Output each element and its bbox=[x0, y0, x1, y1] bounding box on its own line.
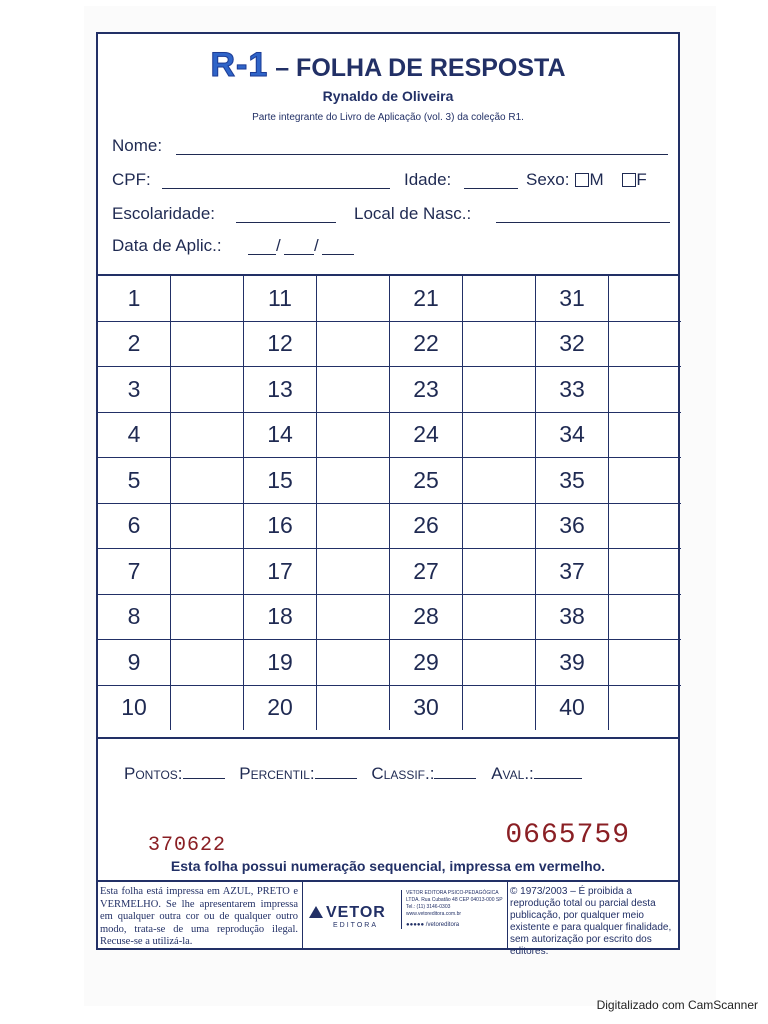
label-escolaridade: Escolaridade: bbox=[112, 204, 216, 223]
question-number: 26 bbox=[390, 503, 463, 549]
question-number: 7 bbox=[98, 549, 171, 595]
question-number: 22 bbox=[390, 321, 463, 367]
answer-cell[interactable] bbox=[609, 412, 682, 458]
vetor-logo bbox=[309, 904, 386, 922]
question-number: 12 bbox=[244, 321, 317, 367]
page-title bbox=[98, 46, 678, 85]
percentil-field[interactable] bbox=[315, 764, 357, 779]
aval-field[interactable] bbox=[534, 764, 582, 779]
answer-cell[interactable] bbox=[463, 412, 536, 458]
copyright-notice: © 1973/2003 – É proibida a reprodução total ou parcial desta publicação, por qualquer meio existente e para qualquer finalidade, sem autorização por escrito dos editores. bbox=[510, 886, 672, 957]
answer-cell[interactable] bbox=[171, 276, 244, 321]
answer-cell[interactable] bbox=[317, 685, 390, 730]
question-number: 24 bbox=[390, 412, 463, 458]
date-separator: / bbox=[314, 236, 319, 255]
answer-row bbox=[98, 321, 681, 367]
answer-cell[interactable] bbox=[609, 594, 682, 640]
answer-cell[interactable] bbox=[171, 503, 244, 549]
answer-cell[interactable] bbox=[317, 321, 390, 367]
question-number: 30 bbox=[390, 685, 463, 730]
answer-row bbox=[98, 549, 681, 595]
cpf-field[interactable] bbox=[162, 188, 390, 189]
escolaridade-field[interactable] bbox=[236, 222, 336, 223]
answer-row bbox=[98, 412, 681, 458]
answer-cell[interactable] bbox=[463, 549, 536, 595]
answer-row bbox=[98, 640, 681, 686]
date-year-field[interactable] bbox=[322, 254, 354, 255]
question-number: 5 bbox=[98, 458, 171, 504]
collection-note: Parte integrante do Livro de Aplicação (vol. 3) da coleção R1. bbox=[252, 112, 524, 123]
question-number: 32 bbox=[536, 321, 609, 367]
label-nome: Nome: bbox=[112, 136, 163, 155]
answer-cell[interactable] bbox=[171, 685, 244, 730]
answer-cell[interactable] bbox=[609, 321, 682, 367]
question-number: 39 bbox=[536, 640, 609, 686]
nome-field[interactable] bbox=[176, 154, 668, 155]
title-code: R-1 bbox=[210, 46, 269, 84]
answer-cell[interactable] bbox=[171, 458, 244, 504]
question-number: 10 bbox=[98, 685, 171, 730]
answer-cell[interactable] bbox=[317, 412, 390, 458]
answer-cell[interactable] bbox=[171, 594, 244, 640]
date-day-field[interactable] bbox=[248, 254, 276, 255]
question-number: 6 bbox=[98, 503, 171, 549]
answer-cell[interactable] bbox=[609, 276, 682, 321]
serial-number-left: 370622 bbox=[148, 834, 227, 857]
social-text: /vetoreditora bbox=[425, 922, 460, 928]
pontos-field[interactable] bbox=[183, 764, 225, 779]
question-number: 28 bbox=[390, 594, 463, 640]
answer-cell[interactable] bbox=[463, 503, 536, 549]
answer-cell[interactable] bbox=[317, 458, 390, 504]
checkbox-f[interactable] bbox=[622, 173, 636, 187]
answer-cell[interactable] bbox=[609, 367, 682, 413]
sequential-notice: Esta folha possui numeração sequencial, impressa em vermelho. bbox=[170, 858, 606, 874]
answer-grid bbox=[98, 276, 681, 730]
answer-cell[interactable] bbox=[171, 412, 244, 458]
question-number: 17 bbox=[244, 549, 317, 595]
question-number: 15 bbox=[244, 458, 317, 504]
question-number: 29 bbox=[390, 640, 463, 686]
classif-field[interactable] bbox=[434, 764, 476, 779]
label-data-aplic: Data de Aplic.: bbox=[112, 236, 222, 255]
label-m: M bbox=[589, 170, 604, 189]
author-name: Rynaldo de Oliveira bbox=[322, 88, 454, 104]
answer-cell[interactable] bbox=[317, 640, 390, 686]
publisher-info bbox=[401, 890, 506, 929]
answer-row bbox=[98, 685, 681, 730]
answer-cell[interactable] bbox=[463, 685, 536, 730]
social-handle: ●●●●● /vetoreditora bbox=[406, 922, 460, 928]
question-number: 25 bbox=[390, 458, 463, 504]
checkbox-m[interactable] bbox=[575, 173, 589, 187]
question-number: 9 bbox=[98, 640, 171, 686]
answer-cell[interactable] bbox=[463, 640, 536, 686]
authenticity-warning: Esta folha está impressa em AZUL, PRETO e VERMELHO. Se lhe apresentarem impressa em qualquer outra cor ou de qualquer outro modo, trata-se de uma reprodução ilegal. Recuse-se a utilizá-la. bbox=[100, 886, 298, 947]
question-number: 14 bbox=[244, 412, 317, 458]
question-number: 19 bbox=[244, 640, 317, 686]
label-aval: Aval.: bbox=[491, 764, 534, 783]
question-number: 4 bbox=[98, 412, 171, 458]
label-local-nasc: Local de Nasc.: bbox=[354, 204, 472, 223]
answer-cell[interactable] bbox=[317, 276, 390, 321]
question-number: 33 bbox=[536, 367, 609, 413]
publisher-block bbox=[302, 882, 508, 950]
answer-cell[interactable] bbox=[609, 549, 682, 595]
question-number: 40 bbox=[536, 685, 609, 730]
answer-cell[interactable] bbox=[463, 594, 536, 640]
answer-cell[interactable] bbox=[609, 503, 682, 549]
answer-cell[interactable] bbox=[171, 321, 244, 367]
label-classif: Classif.: bbox=[371, 764, 435, 783]
label-f: F bbox=[636, 170, 647, 189]
answer-cell[interactable] bbox=[317, 367, 390, 413]
question-number: 21 bbox=[390, 276, 463, 321]
question-number: 27 bbox=[390, 549, 463, 595]
answer-cell[interactable] bbox=[317, 503, 390, 549]
date-separator: / bbox=[276, 236, 281, 255]
label-idade: Idade: bbox=[404, 170, 452, 189]
scores-row bbox=[124, 764, 582, 784]
date-month-field[interactable] bbox=[284, 254, 314, 255]
answer-cell[interactable] bbox=[609, 685, 682, 730]
answer-row bbox=[98, 594, 681, 640]
serial-number-right: 0665759 bbox=[505, 820, 630, 851]
answer-cell[interactable] bbox=[609, 458, 682, 504]
question-number: 1 bbox=[98, 276, 171, 321]
label-pontos: Pontos: bbox=[124, 764, 183, 783]
publisher-address: VETOR EDITORA PSICO-PEDAGÓGICA LTDA. Rua Cubatão 48 CEP 04013-000 SP Tel.: (11) 3146-0303 www.vetoreditora.com.br bbox=[406, 890, 503, 917]
question-number: 23 bbox=[390, 367, 463, 413]
question-number: 20 bbox=[244, 685, 317, 730]
question-number: 35 bbox=[536, 458, 609, 504]
answer-row bbox=[98, 458, 681, 504]
logo-text: VETOR bbox=[326, 904, 386, 921]
question-number: 2 bbox=[98, 321, 171, 367]
answer-cell[interactable] bbox=[463, 276, 536, 321]
label-percentil: Percentil: bbox=[239, 764, 315, 783]
question-number: 38 bbox=[536, 594, 609, 640]
title-text: – FOLHA DE RESPOSTA bbox=[268, 54, 566, 82]
answer-row bbox=[98, 503, 681, 549]
question-number: 18 bbox=[244, 594, 317, 640]
question-number: 3 bbox=[98, 367, 171, 413]
label-cpf: CPF: bbox=[112, 170, 151, 189]
question-number: 34 bbox=[536, 412, 609, 458]
question-number: 13 bbox=[244, 367, 317, 413]
answer-cell[interactable] bbox=[463, 458, 536, 504]
question-number: 8 bbox=[98, 594, 171, 640]
answer-row bbox=[98, 276, 681, 321]
answer-cell[interactable] bbox=[317, 549, 390, 595]
sexo-group bbox=[526, 170, 647, 190]
question-number: 16 bbox=[244, 503, 317, 549]
answer-cell[interactable] bbox=[171, 367, 244, 413]
local-nasc-field[interactable] bbox=[496, 222, 670, 223]
divider bbox=[98, 737, 678, 739]
triangle-icon bbox=[309, 906, 323, 918]
answer-cell[interactable] bbox=[463, 367, 536, 413]
question-number: 11 bbox=[244, 276, 317, 321]
label-sexo: Sexo: bbox=[526, 170, 570, 189]
logo-subtitle: EDITORA bbox=[333, 922, 378, 929]
question-number: 37 bbox=[536, 549, 609, 595]
answer-cell[interactable] bbox=[171, 549, 244, 595]
question-number: 31 bbox=[536, 276, 609, 321]
question-number: 36 bbox=[536, 503, 609, 549]
answer-cell[interactable] bbox=[463, 321, 536, 367]
idade-field[interactable] bbox=[464, 188, 518, 189]
answer-row bbox=[98, 367, 681, 413]
answer-sheet bbox=[96, 32, 680, 957]
scanner-watermark: Digitalizado com CamScanner bbox=[596, 998, 758, 1012]
footer bbox=[98, 880, 678, 957]
answer-cell[interactable] bbox=[171, 640, 244, 686]
answer-cell[interactable] bbox=[609, 640, 682, 686]
answer-cell[interactable] bbox=[317, 594, 390, 640]
